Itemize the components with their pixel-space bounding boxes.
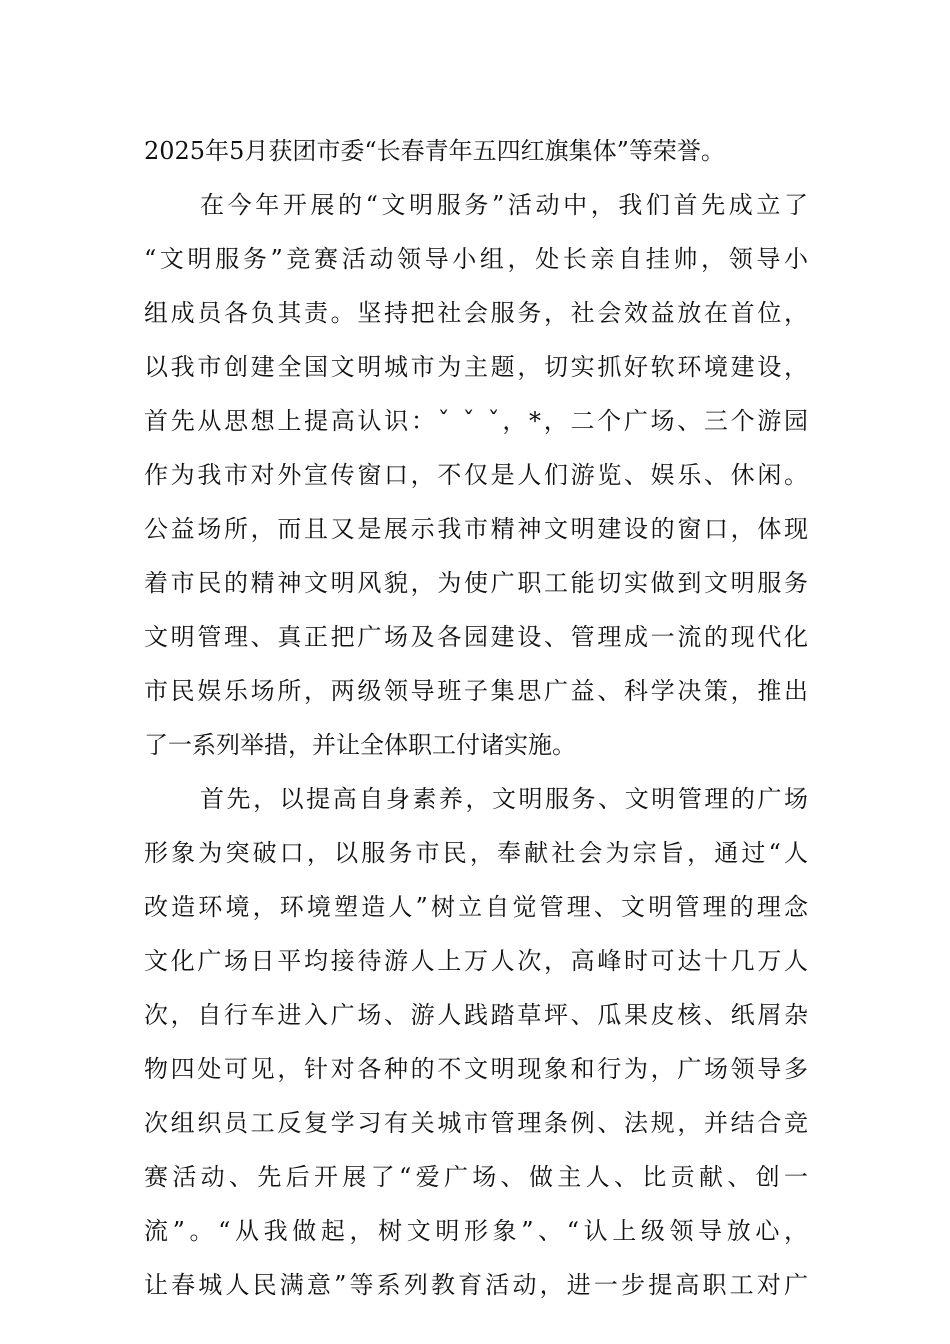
text-line: 以我市创建全国文明城市为主题，切实抓好软环境建设， [144,353,808,381]
text-line: 公益场所，而且又是展示我市精神文明建设的窗口，体现 [144,515,808,543]
text-line: 首先，以提高自身素养，文明服务、文明管理的广场 [200,785,808,813]
text-line: 文化广场日平均接待游人上万人次，高峰时可达十几万人 [144,947,808,975]
text-line: 次，自行车进入广场、游人践踏草坪、瓜果皮核、纸屑杂 [144,1001,808,1029]
document-body [144,124,808,1312]
text-line: 流”。“从我做起，树文明形象”、“认上级领导放心， [144,1217,808,1245]
text-line: 物四处可见，针对各种的不文明现象和行为，广场领导多 [144,1055,808,1083]
text-line: 让春城人民满意”等系列教育活动，进一步提高职工对广 [144,1271,808,1299]
text-line: 改造环境，环境塑造人”树立自觉管理、文明管理的理念 [144,893,808,921]
text-line: 组成员各负其责。坚持把社会服务，社会效益放在首位， [144,299,808,327]
text-line: 市民娱乐场所，两级领导班子集思广益、科学决策，推出 [144,677,808,705]
text-line: 形象为突破口，以服务市民，奉献社会为宗旨，通过“人 [144,839,808,867]
text-line: 2025年5月获团市委“长春青年五四红旗集体”等荣誉。 [144,137,725,165]
text-line: 作为我市对外宣传窗口，不仅是人们游览、娱乐、休闲。 [144,461,808,489]
text-line: 在今年开展的“文明服务”活动中，我们首先成立了 [200,191,808,219]
text-line: 次组织员工反复学习有关城市管理条例、法规，并结合竞 [144,1109,808,1137]
text-line: 首先从思想上提高认识：ˇ ˇ ˇ，*，二个广场、三个游园 [144,407,808,435]
text-line: 文明管理、真正把广场及各园建设、管理成一流的现代化 [144,623,808,651]
text-line: 赛活动、先后开展了“爱广场、做主人、比贡献、创一 [144,1163,808,1191]
text-line: “文明服务”竞赛活动领导小组，处长亲自挂帅，领导小 [144,245,808,273]
text-line: 了一系列举措，并让全体职工付诸实施。 [144,731,576,759]
text-line: 着市民的精神文明风貌，为使广职工能切实做到文明服务 [144,569,808,597]
